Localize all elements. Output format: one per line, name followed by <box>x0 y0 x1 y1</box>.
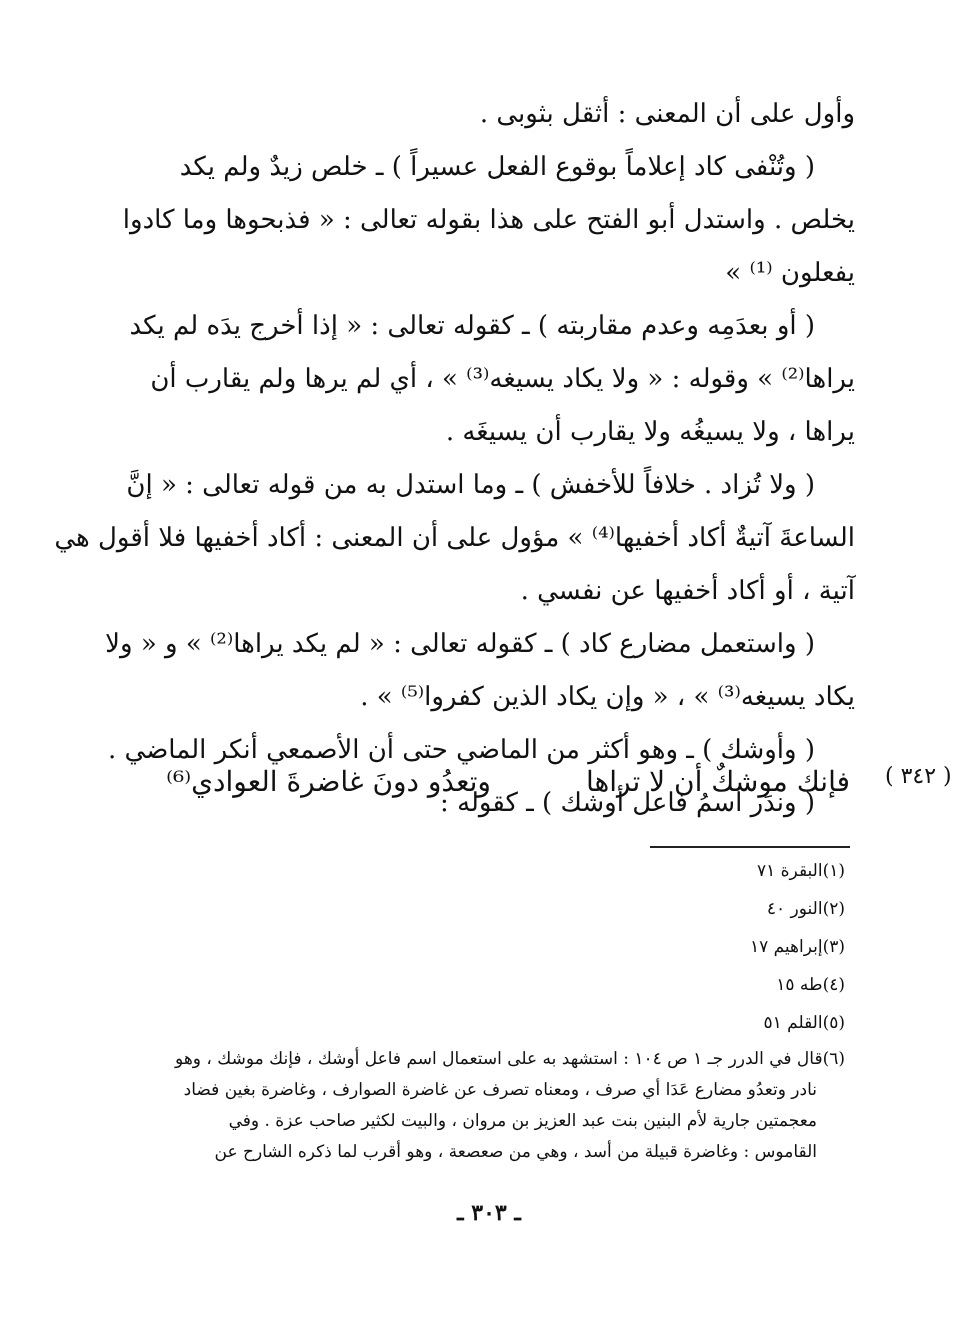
footnote-long <box>150 1044 845 1168</box>
footnotes-block <box>150 852 845 1168</box>
footnote: (١)البقرة ٧١ <box>756 861 845 881</box>
verse-first-hemistich: فإنك موشكٌ أن لا تراها <box>585 765 850 798</box>
text-line: آتية ، أو أكاد أخفيها عن نفسي . <box>520 576 855 606</box>
text-line: ( وأوشك ) ـ وهو أكثر من الماضي حتى أن الأصمعي أنكر الماضي . <box>108 735 815 765</box>
footnote: (٥)القلم ٥١ <box>763 1013 845 1033</box>
page-number: ـ ٣٠٣ ـ <box>457 1200 521 1226</box>
text-line: ( ولا تُزاد . خلافاً للأخفش ) ـ وما استدل به من قوله تعالى : « إنَّ <box>126 470 815 500</box>
footnote-line: نادر وتعدُو مضارع عَدَا أي صرف ، ومعناه تصرف عن غاضرة الصوارف ، وغاضرة بغين فضاد <box>183 1080 817 1100</box>
text-line: يخلص . واستدل أبو الفتح على هذا بقوله تعالى : « فذبحوها وما كادوا <box>122 205 855 235</box>
text-line: يفعلون ⁽¹⁾ » <box>725 258 855 288</box>
footnote-line: معجمتين جارية لأم البنين بنت عبد العزيز بن مروان ، والبيت لكثير صاحب عزة . وفي <box>228 1111 817 1131</box>
text-line: يراها ، ولا يسيغُه ولا يقارب أن يسيغَه . <box>445 417 855 447</box>
footnote: (٤)طه ١٥ <box>776 975 845 995</box>
text-line: ( واستعمل مضارع كاد ) ـ كقوله تعالى : « لم يكد يراها⁽²⁾ » و « ولا <box>105 629 815 659</box>
footnote-line: القاموس : وغاضرة قبيلة من أسد ، وهي من صعصعة ، وهو أقرب لما ذكره الشارح عن <box>214 1142 817 1162</box>
footnote-divider <box>650 846 850 848</box>
footnote: (٣)إبراهيم ١٧ <box>749 937 845 957</box>
text-line: الساعةَ آتيةٌ أكاد أخفيها⁽⁴⁾ » مؤول على أن المعنى : أكاد أخفيها فلا أقول هي <box>54 523 855 553</box>
footnote-line: (٦)قال في الدرر جـ ١ ص ١٠٤ : استشهد به على استعمال اسم فاعل أوشك ، فإنك موشك ، وهو <box>175 1049 845 1069</box>
text-line: ( أو بعدَمِه وعدم مقاربته ) ـ كقوله تعالى : « إذا أخرج يدَه لم يكد <box>129 311 815 341</box>
text-line: ( وندَر اسمُ فاعل أوشك ) ـ كقوله : <box>440 788 815 818</box>
footnote: (٢)النور ٤٠ <box>766 899 845 919</box>
text-line: يراها⁽²⁾ » وقوله : « ولا يكاد يسيغه⁽³⁾ » ، أي لم يرها ولم يقارب أن <box>150 364 855 394</box>
verse-second-hemistich: وتعدُو دونَ غاضرةَ العوادي⁽⁶⁾ <box>166 765 491 798</box>
text-line: وأول على أن المعنى : أثقل بثوبى . <box>479 99 855 129</box>
poetry-verse <box>150 752 850 812</box>
margin-reference-number: ( ٣٤٢ ) <box>885 764 952 789</box>
text-line: ( وتُنْفى كاد إعلاماً بوقوع الفعل عسيراً ) ـ خلص زيدٌ ولم يكد <box>179 152 815 182</box>
text-line: يكاد يسيغه⁽³⁾ » ، « وإن يكاد الذين كفروا⁽⁵⁾ » . <box>360 682 855 712</box>
main-text-block <box>54 88 855 830</box>
